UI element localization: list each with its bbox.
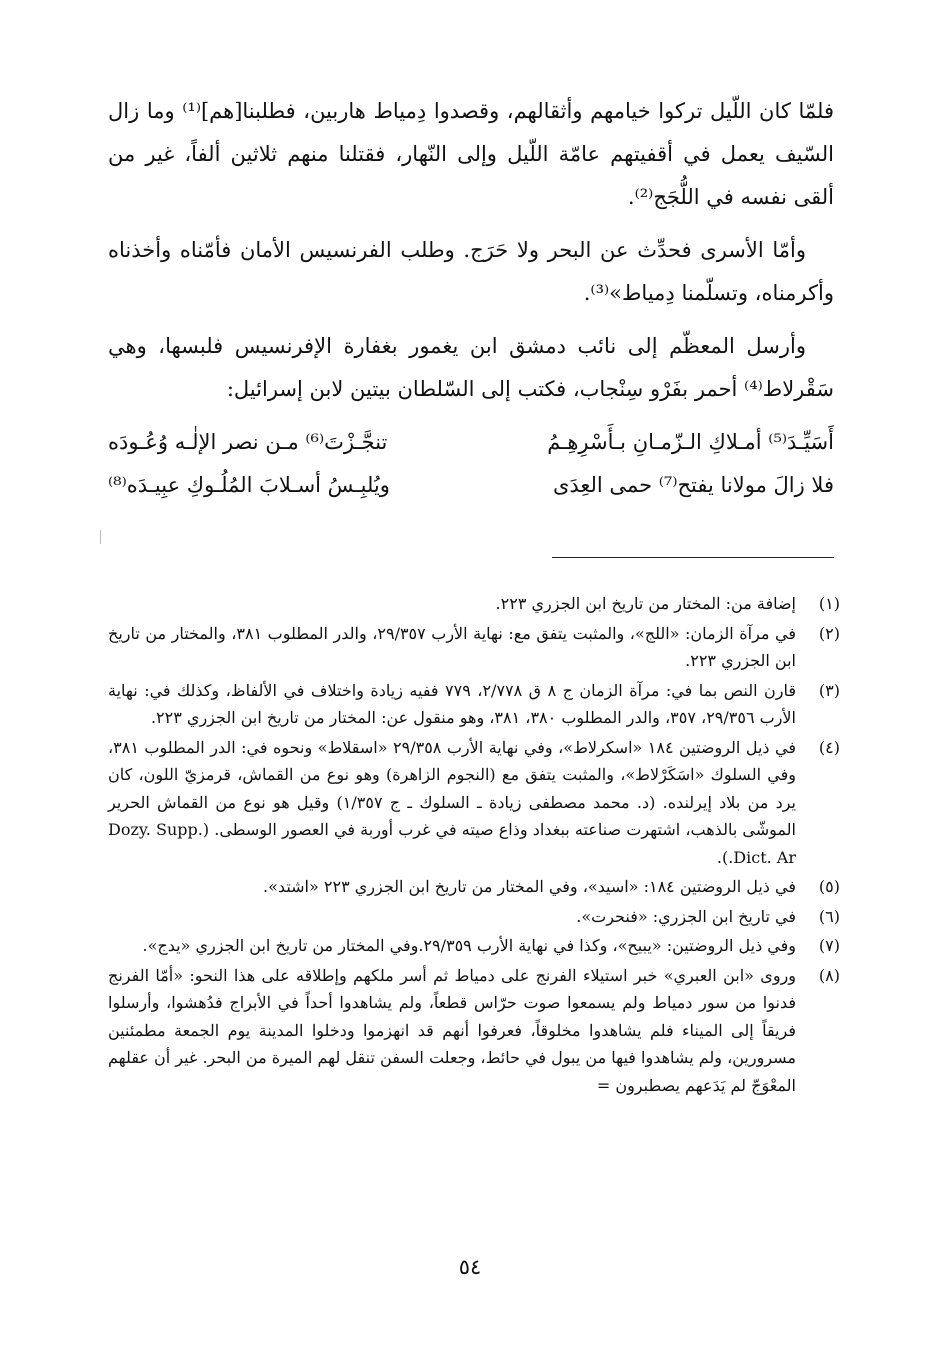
footnote-8 [108,962,840,1100]
footnote-5 [108,873,840,901]
footnote-number: (١) [818,594,840,613]
footnote-number: (٨) [818,965,840,985]
footnote-text: قارن النص بما في: مرآة الزمان ج ٨ ق ٢/٧٧٨، ٧٧٩ ففيه زيادة واختلاف في الألفاظ، وكذلك في: نهاية الأرب ٢٩/٣٥٦، ٣٥٧، والدر المطلوب ٣٨٠، ٣٨١، وهو منقول عن: المختار من تاريخ ابن الجزري ٢٢٣. [108,680,797,727]
verse-2-first-hemistich: فلا زالَ مولانا يفتح⁽⁷⁾ حمى العِدَى [552,473,834,497]
footnote-number: (٦) [818,906,840,926]
footnote-text: في تاريخ ابن الجزري: «فنحرت». [576,906,796,926]
footnote-6 [108,903,840,931]
footnote-number: (٥) [818,877,840,896]
verse-line-1 [108,421,834,464]
verse-1-second-hemistich: تنجَّـزْتَ⁽⁶⁾ مـن نصر الإلٰـه وُعُـودَه [108,430,388,454]
footnote-text: وروى «ابن العبري» خبر استيلاء الفرنج على دمياط ثم أسر ملكهم وإطلاقه على هذا النحو: «أمّا الفرنج فدنوا من سور دمياط ولم يسمعوا صوت حرّاس قطعاً، ولم يشاهدوا أحداً في الأبراج فدُهشوا، وأرسلوا فريقاً إلى الميناء فلم يشاهدوا مخلوقاً، فعرفوا أنهم قد انهزموا ودخلوا المدينة يوم الجمعة مطمئنين مسرورين، ولم يشاهدوا فيها من يبول في حائط، وجعلت السفن تنقل لهم الميرة من البحر. غير أن عقلهم المعْوَجّ لم يَدَعهم يصطبرون = [108,965,796,1095]
paragraph-2: وأمّا الأسرى فحدِّث عن البحر ولا حَرَج. وطلب الفرنسيس الأمان فأمّناه وأخذناه وأكرمناه، وتسلّمنا دِمياط»⁽³⁾. [108,238,834,305]
footnotes [108,590,840,1101]
footnote-text: في ذيل الروضتين ١٨٤ «اسكرلاط»، وفي نهاية الأرب ٢٩/٣٥٨ «اسقلاط» ونحوه في: الدر المطلوب ٣٨١، وفي السلوك «اسَكَرْلاط»، والمثبت يتفق مع (النجوم الزاهرة) وهو نوع من القماش، قرمزيّ اللون، كان يرد من بلاد إيرلنده. (د. محمد مصطفى زيادة ـ السلوك ـ ج ١/٣٥٧) وقيل هو نوع من القماش الحرير الموشّى بالذهب، اشتهرت صناعته ببغداد وذاع صيته في غرب أوربة في العصور الوسطى. (Dozy. Supp. Dict. Ar.). [108,737,797,867]
paragraph-3: وأرسل المعظّم إلى نائب دمشق ابن يغمور بغفارة الإفرنسيس فلبسها، وهي سَقْرلاط⁽⁴⁾ أحمر بفَرْو سِنْجاب، فكتب إلى السّلطان بيتين لابن إسرائيل: [108,334,834,401]
footnote-1 [108,590,840,618]
footnote-number: (٧) [818,936,840,955]
verse-line-2 [108,464,834,507]
footnote-number: (٤) [818,737,840,757]
verse-2-second-hemistich: ويُلبِـسُ أسـلابَ المُلُـوكِ عبِيـدَه⁽⁸⁾ [108,473,390,497]
main-text [108,90,834,507]
scan-mark [100,530,101,544]
footnote-text: في ذيل الروضتين ١٨٤: «اسيد»، وفي المختار من تاريخ ابن الجزري ٢٢٣ «اشتد». [263,877,796,896]
verse-1-first-hemistich: أَسَيِّـدَ⁽⁵⁾ أمـلاكِ الـزّمـانِ بـأَسْرِهِـمُ [547,430,834,454]
poem-verses [108,421,834,507]
footnote-number: (٢) [818,623,840,643]
footnote-number: (٣) [818,680,840,700]
footnote-7 [108,932,840,960]
paragraph-1: فلمّا كان اللّيل تركوا خيامهم وأثقالهم، وقصدوا دِمياط هاربين، فطلبنا[هم]⁽¹⁾ وما زال السّيف يعمل في أقفيتهم عامّة اللّيل وإلى النّهار، فقتلنا منهم ثلاثين ألفاً، غير من ألقى نفسه في اللُّجَج⁽²⁾. [108,99,834,209]
footnote-text: إضافة من: المختار من تاريخ ابن الجزري ٢٢٣. [495,594,796,613]
footnote-text: في مرآة الزمان: «اللج»، والمثبت يتفق مع: نهاية الأرب ٢٩/٣٥٧، والدر المطلوب ٣٨١، والمختار من تاريخ ابن الجزري ٢٢٣. [108,623,797,670]
footnote-4 [108,734,840,872]
footnote-3 [108,677,840,732]
page-number: ٥٤ [458,1255,482,1279]
footnote-divider [552,557,834,558]
footnote-text: وفي ذيل الروضتين: «يبيح»، وكذا في نهاية الأرب ٢٩/٣٥٩.وفي المختار من تاريخ ابن الجزري «يدج». [142,936,796,955]
footnote-2 [108,620,840,675]
